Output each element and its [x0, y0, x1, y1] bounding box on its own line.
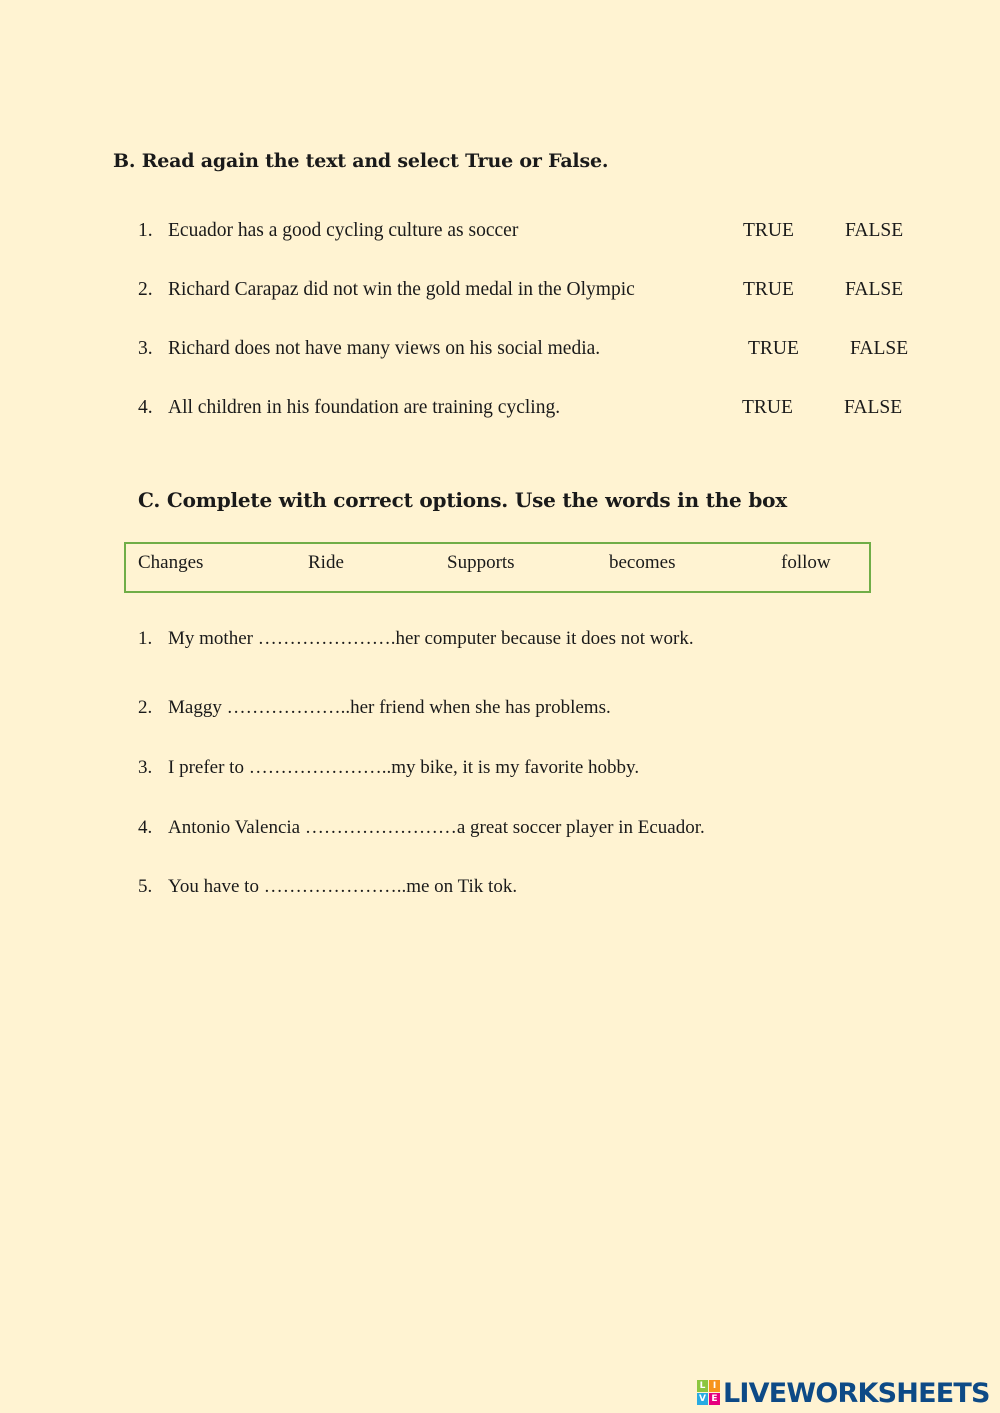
section-b-heading: B. Read again the text and select True or False. [113, 150, 609, 172]
logo-mark-cell: I [709, 1380, 720, 1392]
true-false-item [138, 397, 928, 456]
logo-mark-cell: V [697, 1393, 708, 1405]
word-bank-item: Ride [308, 552, 344, 573]
logo-mark-cell: L [697, 1380, 708, 1392]
sentence-end: a great soccer player in Ecuador. [456, 817, 705, 838]
true-false-item [138, 338, 928, 397]
word-bank-box [124, 542, 871, 593]
item-number: 4. [138, 397, 153, 418]
item-number: 1. [138, 220, 153, 241]
false-option[interactable]: FALSE [845, 220, 904, 241]
fill-in-item [138, 628, 694, 650]
word-bank-item: becomes [609, 552, 676, 573]
sentence-end: me on Tik tok. [406, 876, 518, 897]
true-option[interactable]: TRUE [742, 397, 793, 418]
fill-in-item [138, 876, 517, 898]
answer-blank[interactable]: …………………… [304, 817, 457, 838]
logo-mark-cell: E [709, 1393, 720, 1405]
answer-blank[interactable]: …………………. [257, 628, 396, 649]
sentence-start: Maggy [168, 697, 227, 718]
false-option[interactable]: FALSE [844, 397, 903, 418]
item-number: 3. [138, 338, 153, 359]
sentence-start: Antonio Valencia [168, 817, 305, 838]
item-number: 1. [138, 628, 153, 649]
fill-in-item [138, 817, 705, 839]
liveworksheets-logo[interactable] [697, 1376, 990, 1410]
false-option[interactable]: FALSE [845, 279, 904, 300]
section-c-heading: C. Complete with correct options. Use the words in the box [138, 488, 787, 512]
sentence-end: her friend when she has problems. [350, 697, 611, 718]
sentence-end: her computer because it does not work. [395, 628, 694, 649]
word-bank-item: follow [781, 552, 831, 573]
sentence-start: You have to [168, 876, 264, 897]
item-number: 3. [138, 757, 153, 778]
word-bank-item: Changes [138, 552, 204, 573]
word-bank-item: Supports [447, 552, 515, 573]
statement-text: Richard does not have many views on his social media. [168, 338, 601, 359]
item-number: 5. [138, 876, 153, 897]
sentence-start: I prefer to [168, 757, 249, 778]
true-false-item [138, 220, 928, 279]
logo-mark-icon [697, 1380, 721, 1406]
answer-blank[interactable]: ……………….. [226, 697, 351, 718]
fill-in-item [138, 757, 639, 779]
statement-text: Ecuador has a good cycling culture as soccer [168, 220, 519, 241]
answer-blank[interactable]: ………………….. [248, 757, 392, 778]
answer-blank[interactable]: ………………….. [263, 876, 407, 897]
item-number: 2. [138, 279, 153, 300]
item-number: 4. [138, 817, 153, 838]
false-option[interactable]: FALSE [850, 338, 909, 359]
fill-in-item [138, 697, 611, 719]
true-option[interactable]: TRUE [743, 279, 794, 300]
true-option[interactable]: TRUE [743, 220, 794, 241]
sentence-end: my bike, it is my favorite hobby. [391, 757, 640, 778]
true-false-item [138, 279, 928, 338]
true-option[interactable]: TRUE [748, 338, 799, 359]
true-false-list [138, 220, 928, 456]
statement-text: All children in his foundation are training cycling. [168, 397, 561, 418]
logo-text: LIVEWORKSHEETS [723, 1377, 990, 1409]
statement-text: Richard Carapaz did not win the gold medal in the Olympic [168, 279, 635, 300]
sentence-start: My mother [168, 628, 258, 649]
item-number: 2. [138, 697, 153, 718]
